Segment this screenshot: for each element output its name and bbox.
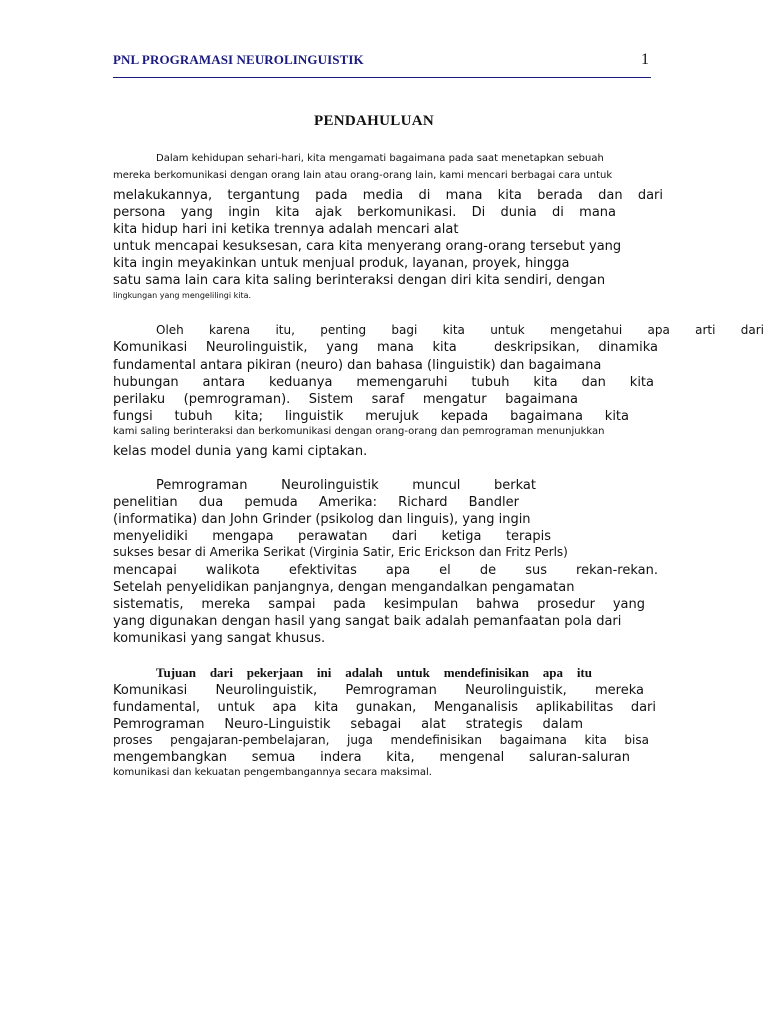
text-line: menyelidiki mengapa perawatan dari ketiga terapis [113, 529, 551, 544]
text-line: Setelah penyelidikan panjangnya, dengan mengandalkan pengamatan [113, 580, 575, 595]
text-line: penelitian dua pemuda Amerika: Richard Bandler [113, 495, 519, 510]
text-line: lingkungan yang mengelilingi kita. [113, 291, 252, 300]
text-line: melakukannya, tergantung pada media di mana kita berada dan dari [113, 188, 663, 203]
header-divider [113, 77, 651, 78]
text-line: persona yang ingin kita ajak berkomunikasi. Di dunia di mana [113, 205, 616, 220]
text-line: sukses besar di Amerika Serikat (Virginia Satir, Eric Erickson dan Fritz Perls) [113, 545, 568, 559]
text-line: Komunikasi Neurolinguistik, Pemrograman Neurolinguistik, mereka [113, 683, 644, 698]
text-line: kita hidup hari ini ketika trennya adalah mencari alat [113, 222, 459, 237]
text-line: Oleh karena itu, penting bagi kita untuk mengetahui apa arti dari [156, 323, 764, 337]
text-line: fungsi tubuh kita; linguistik merujuk kepada bagaimana kita [113, 409, 629, 424]
text-line: Dalam kehidupan sehari-hari, kita mengamati bagaimana pada saat menetapkan sebuah [156, 153, 604, 164]
text-line: (informatika) dan John Grinder (psikolog dan linguis), yang ingin [113, 512, 531, 527]
text-line: mereka berkomunikasi dengan orang lain atau orang-orang lain, kami mencari berbagai cara untuk [113, 170, 613, 181]
text-line: yang digunakan dengan hasil yang sangat baik adalah pemanfaatan pola dari [113, 614, 622, 629]
text-line: komunikasi dan kekuatan pengembangannya secara maksimal. [113, 767, 432, 778]
text-line: Pemrograman Neurolinguistik muncul berkat [156, 478, 536, 493]
text-line: sistematis, mereka sampai pada kesimpulan bahwa prosedur yang [113, 597, 645, 612]
text-line: fundamental, untuk apa kita gunakan, Menganalisis aplikabilitas dari [113, 700, 656, 715]
text-line: Tujuan dari pekerjaan ini adalah untuk mendefinisikan apa itu [156, 665, 592, 680]
text-line: mengembangkan semua indera kita, mengenal saluran-saluran [113, 750, 630, 765]
text-line: komunikasi yang sangat khusus. [113, 631, 326, 646]
running-header-title: PNL PROGRAMASI NEUROLINGUISTIK [113, 52, 364, 67]
text-line: mencapai walikota efektivitas apa el de sus rekan-rekan. [113, 563, 658, 578]
text-line: fundamental antara pikiran (neuro) dan bahasa (linguistik) dan bagaimana [113, 358, 602, 373]
text-line: hubungan antara keduanya memengaruhi tubuh kita dan kita [113, 375, 654, 390]
text-line: satu sama lain cara kita saling berinteraksi dengan diri kita sendiri, dengan [113, 273, 606, 288]
text-line: untuk mencapai kesuksesan, cara kita menyerang orang-orang tersebut yang [113, 239, 622, 254]
text-line: perilaku (pemrograman). Sistem saraf mengatur bagaimana [113, 392, 578, 407]
text-line: kita ingin meyakinkan untuk menjual produk, layanan, proyek, hingga [113, 256, 570, 271]
page-number: 1 [641, 51, 649, 68]
section-heading: PENDAHULUAN [314, 113, 434, 129]
text-line: Komunikasi Neurolinguistik, yang mana kita deskripsikan, dinamika [113, 340, 658, 355]
text-line: kelas model dunia yang kami ciptakan. [113, 444, 368, 459]
text-line: proses pengajaran-pembelajaran, juga mendefinisikan bagaimana kita bisa [113, 733, 649, 747]
text-line: Pemrograman Neuro-Linguistik sebagai alat strategis dalam [113, 717, 583, 732]
text-line: kami saling berinteraksi dan berkomunikasi dengan orang-orang dan pemrograman menunjukkan [113, 426, 605, 437]
